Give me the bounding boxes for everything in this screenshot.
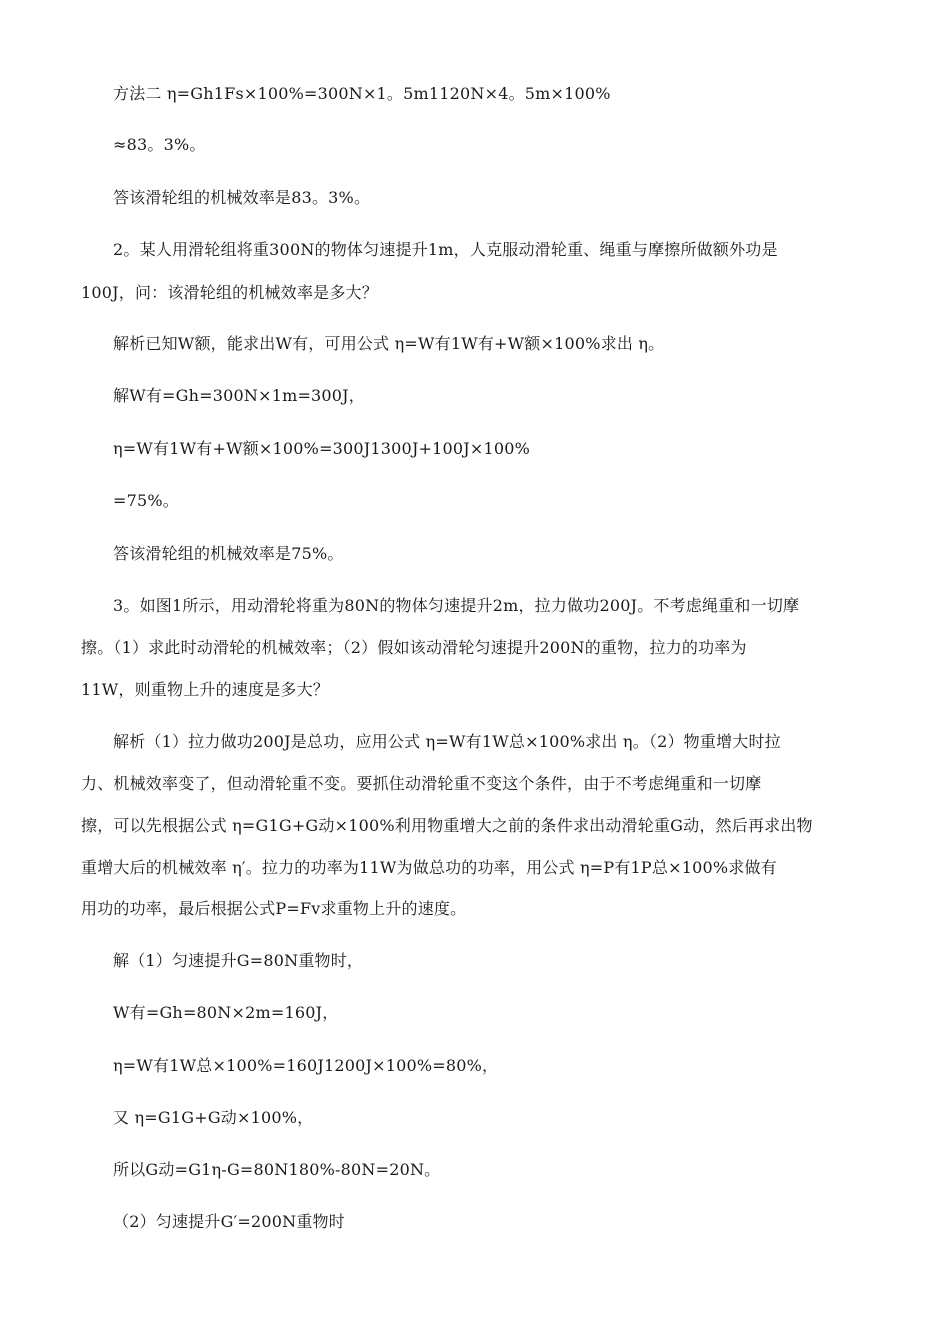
text-line-12: 擦。（1）求此时动滑轮的机械效率；（2）假如该动滑轮匀速提升200N的重物，拉力的功率为	[81, 638, 747, 657]
text-line-16: 擦，可以先根据公式 η=G1G+G动×100%利用物重增大之前的条件求出动滑轮重G动，然后再求出物	[81, 816, 813, 835]
text-line-1: 方法二 η=Gh1Fs×100%=300N×1。5m1120N×4。5m×100%	[113, 84, 611, 103]
text-line-6: 解析已知W额，能求出W有，可用公式 η=W有1W有+W额×100%求出 η。	[113, 334, 665, 353]
text-line-22: 又 η=G1G+G动×100%，	[113, 1108, 314, 1127]
text-line-8: η=W有1W有+W额×100%=300J1300J+100J×100%	[113, 439, 531, 458]
text-line-23: 所以G动=G1η-G=80N180%-80N=20N。	[113, 1160, 441, 1179]
text-line-15: 力、机械效率变了，但动滑轮重不变。要抓住动滑轮重不变这个条件，由于不考虑绳重和一切摩	[81, 774, 762, 793]
text-line-21: η=W有1W总×100%=160J1200J×100%=80%，	[113, 1056, 499, 1075]
text-line-19: 解（1）匀速提升G=80N重物时，	[113, 951, 364, 970]
text-line-7: 解W有=Gh=300N×1m=300J，	[113, 386, 366, 405]
text-line-14: 解析（1）拉力做功200J是总功，应用公式 η=W有1W总×100%求出 η。（2）物重增大时拉	[113, 732, 781, 751]
text-line-11: 3。如图1所示，用动滑轮将重为80N的物体匀速提升2m，拉力做功200J。不考虑绳重和一切摩	[113, 596, 800, 615]
text-line-13: 11W，则重物上升的速度是多大？	[81, 680, 330, 699]
text-line-2: ≈83。3%。	[113, 135, 206, 154]
text-line-20: W有=Gh=80N×2m=160J，	[113, 1003, 339, 1022]
text-line-10: 答该滑轮组的机械效率是75%。	[113, 544, 344, 563]
text-line-4: 2。某人用滑轮组将重300N的物体匀速提升1m，人克服动滑轮重、绳重与摩擦所做额外功是	[113, 240, 778, 259]
text-line-5: 100J，问：该滑轮组的机械效率是多大？	[81, 283, 378, 302]
text-line-17: 重增大后的机械效率 η′。拉力的功率为11W为做总功的功率，用公式 η=P有1P总×100%求做有	[81, 858, 777, 877]
text-line-3: 答该滑轮组的机械效率是83。3%。	[113, 188, 371, 207]
text-line-9: =75%。	[113, 491, 179, 510]
text-line-18: 用功的功率，最后根据公式P=Fv求重物上升的速度。	[81, 899, 467, 918]
text-line-24: （2）匀速提升G′=200N重物时	[113, 1212, 345, 1231]
